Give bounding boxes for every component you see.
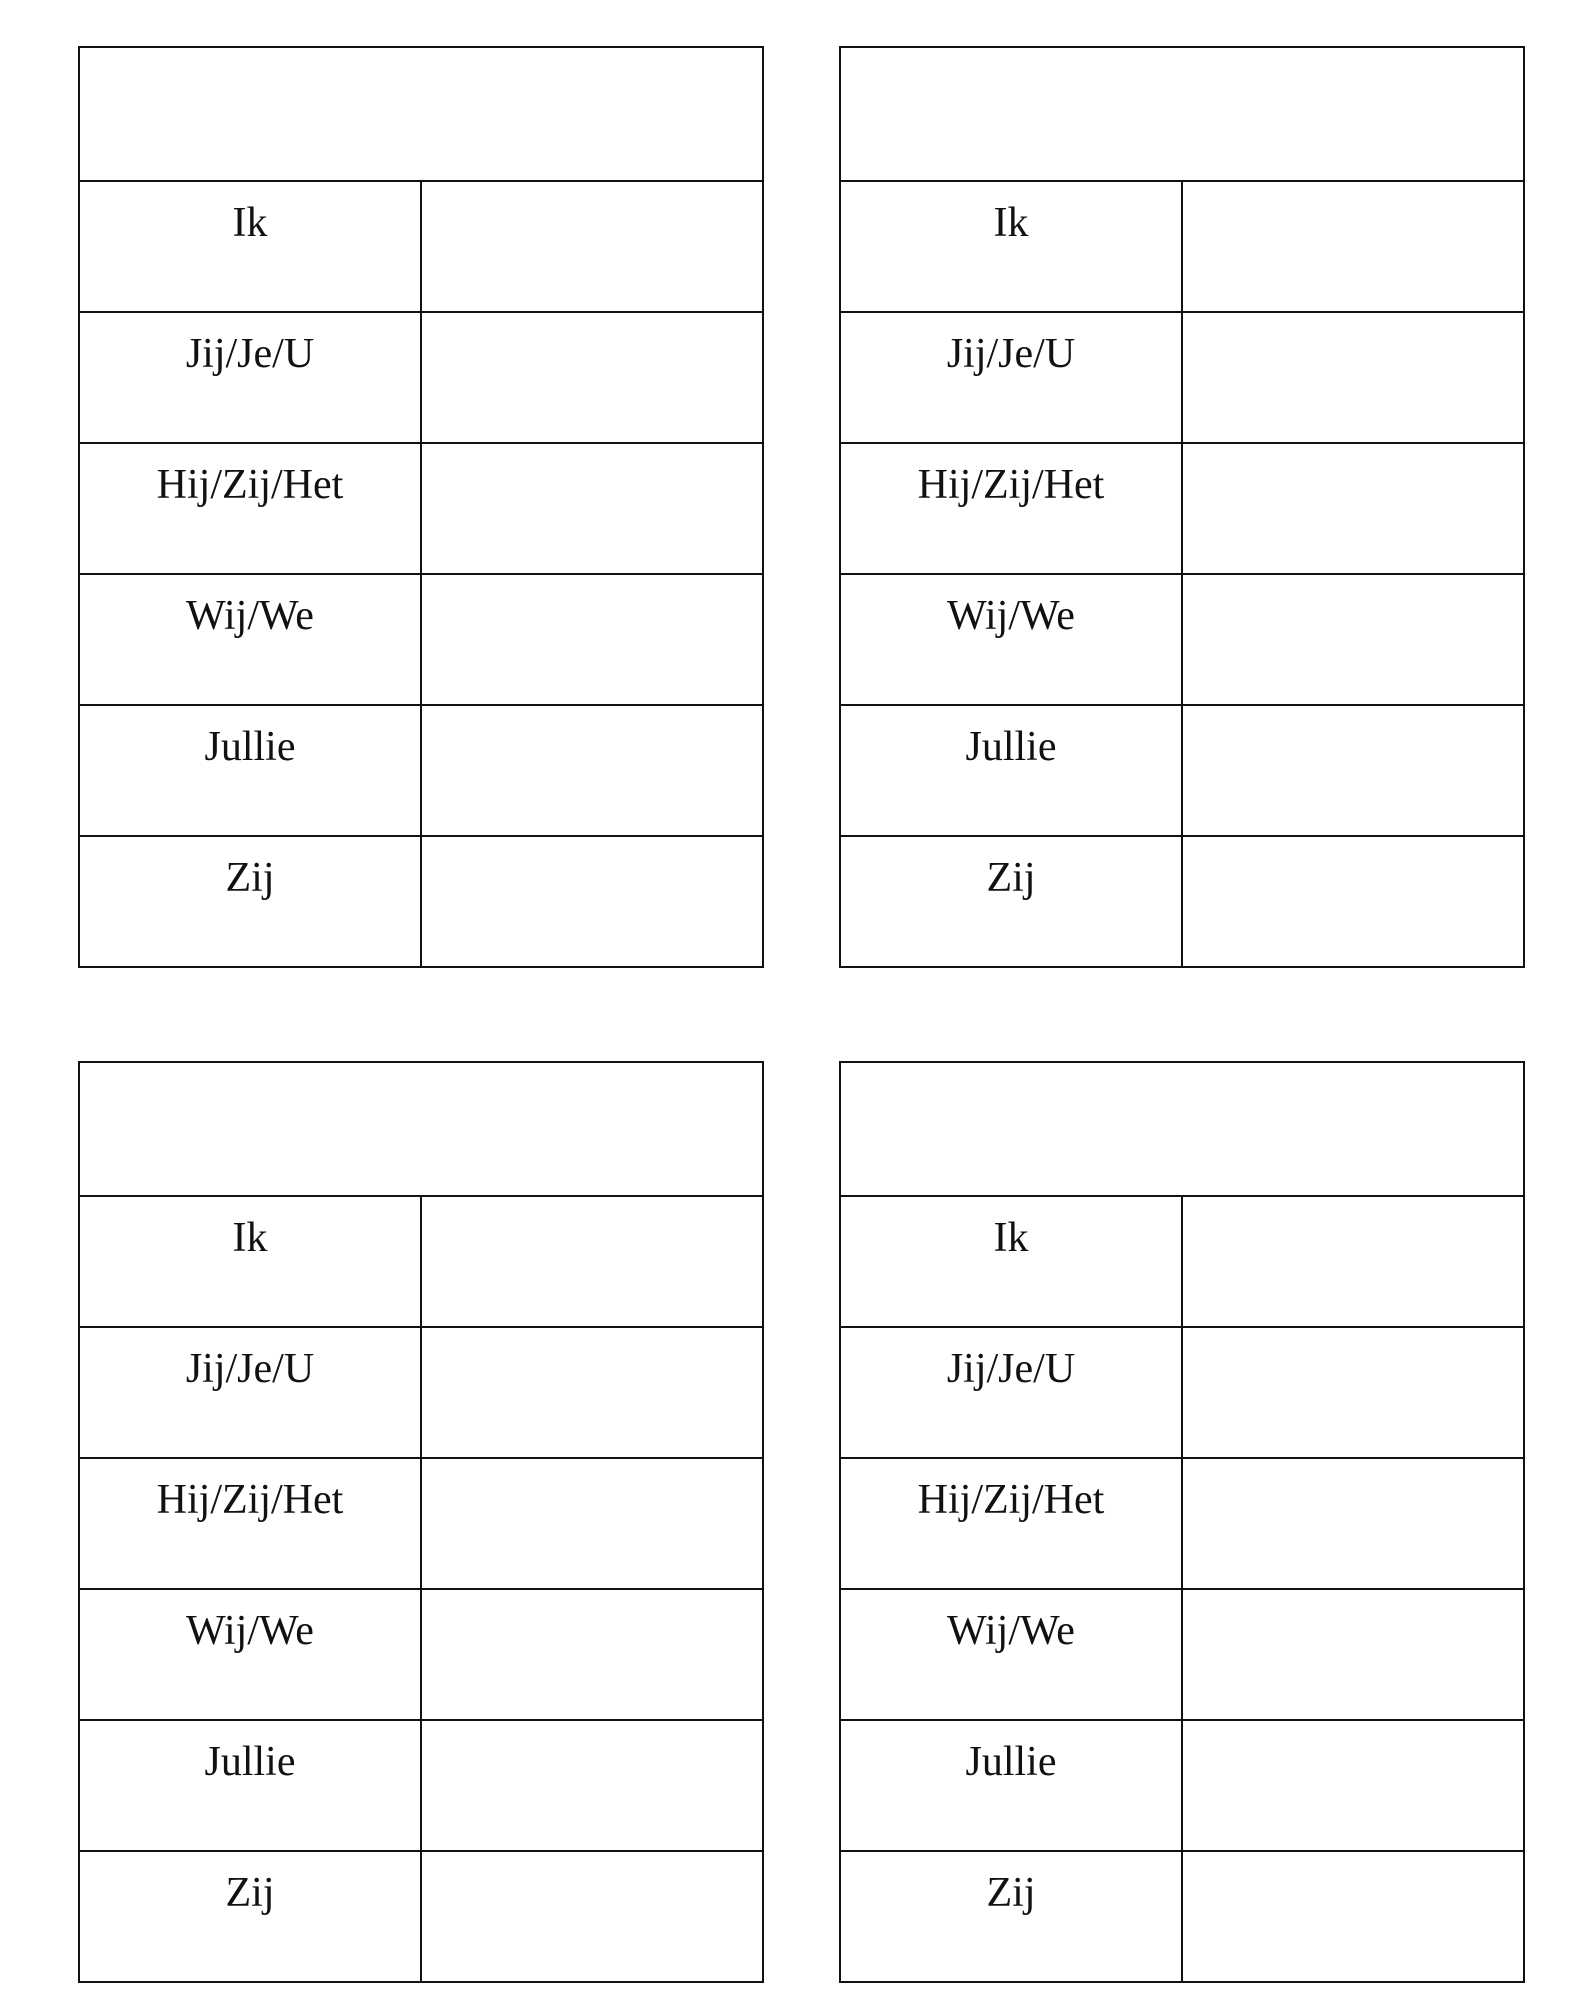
pronoun-label: Jij/Je/U — [840, 1327, 1182, 1458]
answer-cell[interactable] — [421, 1458, 763, 1589]
answer-cell[interactable] — [421, 312, 763, 443]
table-row — [840, 836, 1524, 967]
table-row — [840, 1458, 1524, 1589]
table-row — [840, 574, 1524, 705]
table-row — [840, 1851, 1524, 1982]
pronoun-label: Ik — [79, 181, 421, 312]
conjugation-table-4 — [839, 1061, 1525, 1983]
pronoun-label: Hij/Zij/Het — [79, 443, 421, 574]
table-row — [840, 1196, 1524, 1327]
table-row — [79, 705, 763, 836]
pronoun-label: Jullie — [79, 1720, 421, 1851]
table-header-row — [840, 1062, 1524, 1196]
table-header-row — [79, 1062, 763, 1196]
table-row — [79, 1851, 763, 1982]
answer-cell[interactable] — [421, 705, 763, 836]
pronoun-label: Wij/We — [79, 574, 421, 705]
pronoun-label: Wij/We — [840, 574, 1182, 705]
pronoun-label: Wij/We — [79, 1589, 421, 1720]
conjugation-table-3 — [78, 1061, 764, 1983]
answer-cell[interactable] — [421, 1720, 763, 1851]
answer-cell[interactable] — [1182, 1720, 1524, 1851]
pronoun-label: Zij — [840, 836, 1182, 967]
pronoun-label: Jij/Je/U — [79, 1327, 421, 1458]
answer-cell[interactable] — [1182, 1327, 1524, 1458]
answer-cell[interactable] — [1182, 181, 1524, 312]
answer-cell[interactable] — [1182, 443, 1524, 574]
table-header-row — [840, 47, 1524, 181]
answer-cell[interactable] — [1182, 836, 1524, 967]
verb-header-cell[interactable] — [79, 47, 763, 181]
table-row — [79, 312, 763, 443]
table-row — [840, 1327, 1524, 1458]
pronoun-label: Jullie — [840, 705, 1182, 836]
pronoun-label: Jullie — [79, 705, 421, 836]
pronoun-label: Zij — [79, 836, 421, 967]
answer-cell[interactable] — [421, 1851, 763, 1982]
pronoun-label: Hij/Zij/Het — [840, 1458, 1182, 1589]
table-row — [79, 836, 763, 967]
pronoun-label: Ik — [840, 181, 1182, 312]
pronoun-label: Jij/Je/U — [79, 312, 421, 443]
answer-cell[interactable] — [421, 1327, 763, 1458]
conjugation-table-1 — [78, 46, 764, 968]
table-row — [79, 1458, 763, 1589]
table-row — [840, 1720, 1524, 1851]
table-row — [79, 574, 763, 705]
answer-cell[interactable] — [1182, 1851, 1524, 1982]
pronoun-label: Hij/Zij/Het — [79, 1458, 421, 1589]
answer-cell[interactable] — [421, 1196, 763, 1327]
pronoun-label: Zij — [79, 1851, 421, 1982]
table-row — [840, 705, 1524, 836]
verb-header-cell[interactable] — [840, 47, 1524, 181]
answer-cell[interactable] — [1182, 1458, 1524, 1589]
table-row — [79, 181, 763, 312]
answer-cell[interactable] — [421, 836, 763, 967]
verb-header-cell[interactable] — [840, 1062, 1524, 1196]
conjugation-table-2 — [839, 46, 1525, 968]
answer-cell[interactable] — [421, 574, 763, 705]
table-row — [840, 181, 1524, 312]
answer-cell[interactable] — [1182, 1196, 1524, 1327]
verb-header-cell[interactable] — [79, 1062, 763, 1196]
pronoun-label: Wij/We — [840, 1589, 1182, 1720]
answer-cell[interactable] — [1182, 312, 1524, 443]
pronoun-label: Ik — [79, 1196, 421, 1327]
table-row — [79, 443, 763, 574]
answer-cell[interactable] — [1182, 705, 1524, 836]
table-header-row — [79, 47, 763, 181]
pronoun-label: Hij/Zij/Het — [840, 443, 1182, 574]
pronoun-label: Ik — [840, 1196, 1182, 1327]
answer-cell[interactable] — [421, 1589, 763, 1720]
answer-cell[interactable] — [1182, 1589, 1524, 1720]
answer-cell[interactable] — [421, 443, 763, 574]
table-row — [79, 1720, 763, 1851]
pronoun-label: Zij — [840, 1851, 1182, 1982]
table-row — [79, 1327, 763, 1458]
answer-cell[interactable] — [421, 181, 763, 312]
table-row — [840, 312, 1524, 443]
table-row — [840, 1589, 1524, 1720]
table-row — [79, 1196, 763, 1327]
table-row — [840, 443, 1524, 574]
table-row — [79, 1589, 763, 1720]
answer-cell[interactable] — [1182, 574, 1524, 705]
pronoun-label: Jullie — [840, 1720, 1182, 1851]
pronoun-label: Jij/Je/U — [840, 312, 1182, 443]
